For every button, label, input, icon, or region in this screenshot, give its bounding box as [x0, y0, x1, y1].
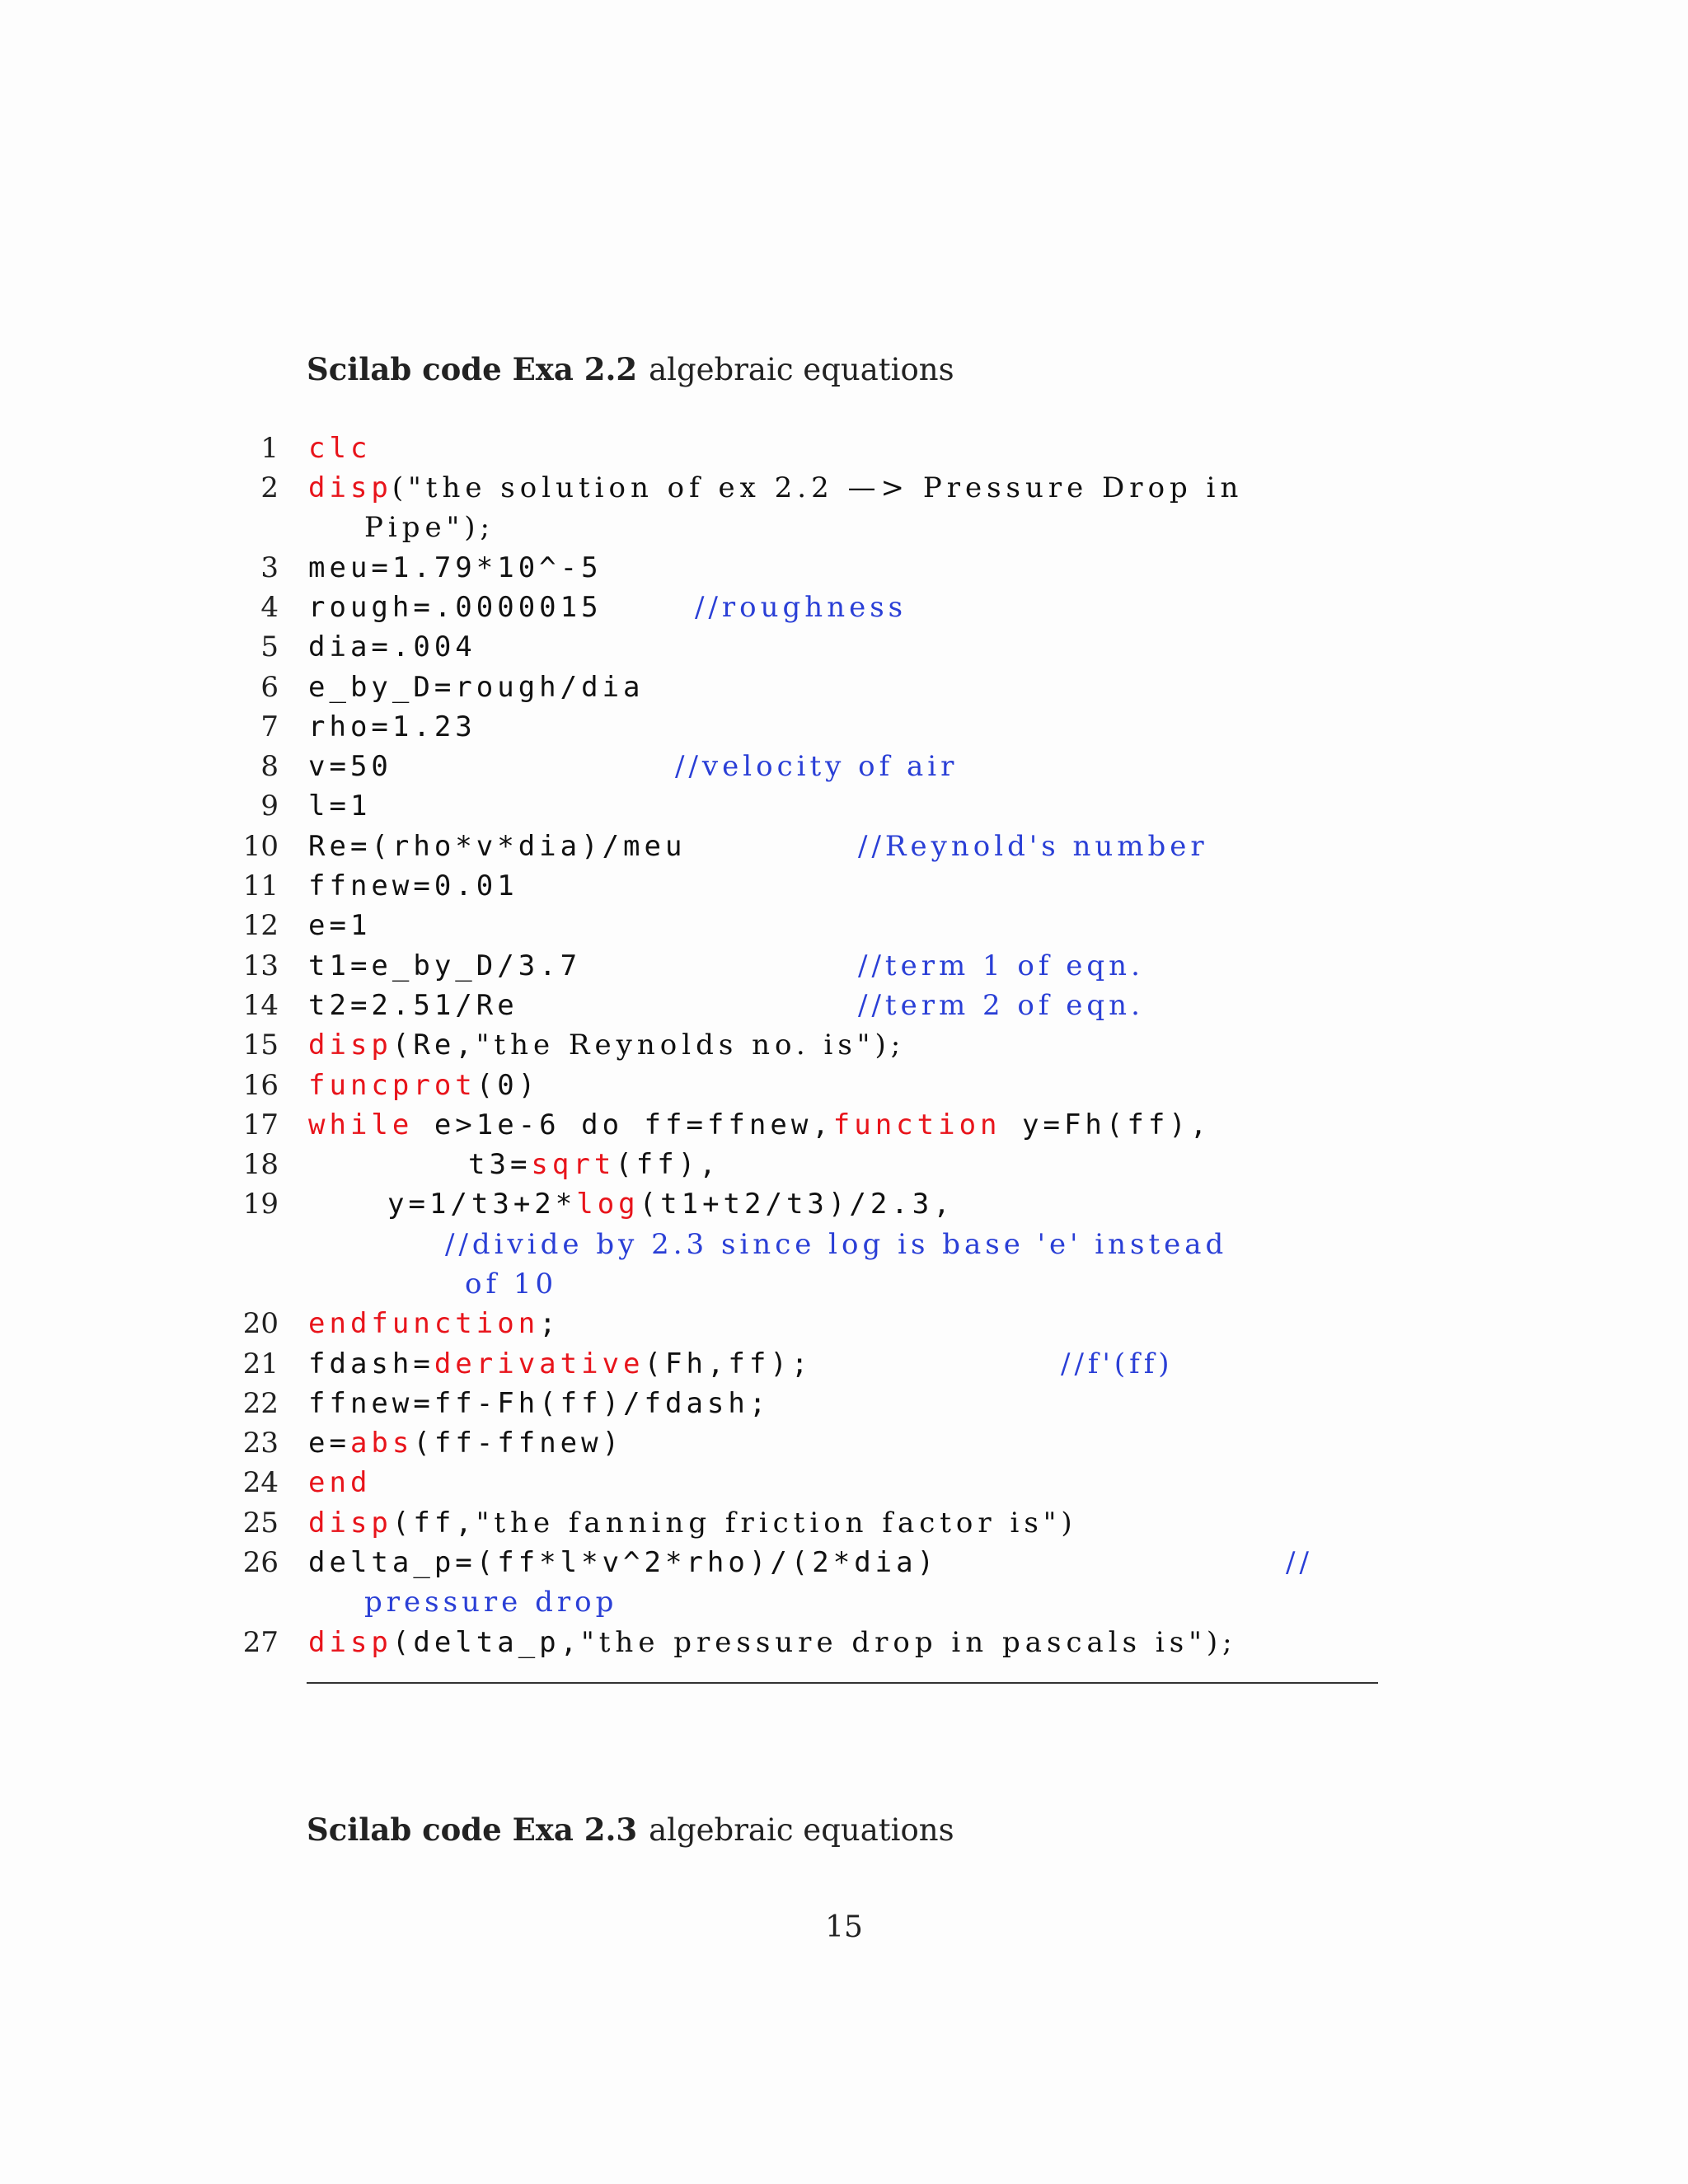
comment: //: [1286, 1546, 1313, 1579]
code-text: rough=.0000015: [308, 591, 603, 624]
comment: //Reynold's number: [858, 830, 1208, 863]
line-number: 7: [260, 710, 279, 743]
line-number: 18: [242, 1148, 279, 1181]
caption-description: algebraic equations: [649, 1812, 954, 1848]
code-comment: [858, 949, 1144, 982]
listing-caption: [307, 1811, 954, 1848]
code-line: [308, 989, 518, 1022]
line-number: 9: [260, 790, 279, 823]
keyword: abs: [349, 1427, 414, 1460]
code-comment: [1286, 1546, 1313, 1579]
code-line: [308, 432, 371, 465]
code-text: e_by_D=rough/dia: [308, 671, 645, 704]
string: ("the solution of ex 2.2 —> Pressure Drop in: [392, 471, 1244, 504]
string: "the pressure drop in pascals is");: [581, 1626, 1237, 1659]
comment: pressure drop: [364, 1586, 618, 1619]
keyword: while: [308, 1108, 414, 1141]
code-line: [308, 949, 581, 982]
keyword: disp: [308, 1507, 392, 1540]
code-text: (ff,: [392, 1507, 476, 1540]
code-text: rho=1.23: [308, 710, 476, 743]
code-text: t2=2.51/Re: [308, 989, 518, 1022]
line-number: 5: [260, 630, 279, 663]
code-text: (ff),: [615, 1148, 720, 1181]
code-line: [308, 1347, 812, 1380]
keyword: disp: [308, 1029, 392, 1062]
line-number: 20: [242, 1307, 279, 1340]
code-text: (t1+t2/t3)/2.3,: [639, 1188, 954, 1221]
code-text: l=1: [308, 790, 372, 823]
comment: //divide by 2.3 since log is base 'e' instead: [445, 1228, 1228, 1261]
code-line: [308, 1307, 560, 1340]
code-text: ffnew=0.01: [308, 869, 518, 902]
comment: //term 1 of eqn.: [858, 949, 1144, 982]
keyword: derivative: [434, 1347, 645, 1380]
line-number: 17: [242, 1108, 279, 1141]
line-number: 6: [260, 671, 279, 704]
code-text: ;: [539, 1307, 560, 1340]
code-text: e=1: [308, 909, 372, 942]
code-line: [308, 1546, 938, 1579]
line-number: 11: [242, 869, 279, 902]
listing-divider: [307, 1682, 1378, 1684]
code-line: [308, 591, 603, 624]
code-text: v=50: [308, 750, 392, 783]
keyword: clc: [308, 432, 372, 465]
code-line: [308, 1069, 539, 1102]
caption-description: algebraic equations: [649, 352, 954, 387]
code-comment: [675, 750, 958, 783]
code-comment: [858, 830, 1208, 863]
line-number: 3: [260, 551, 279, 584]
code-comment: [1061, 1347, 1174, 1380]
code-line: [308, 630, 476, 663]
keyword: log: [576, 1188, 640, 1221]
line-number: 22: [242, 1387, 279, 1420]
code-text: meu=1.79*10^-5: [308, 551, 603, 584]
code-text: ffnew=ff-Fh(ff)/fdash;: [308, 1387, 771, 1420]
caption-label: Scilab code Exa 2.3: [307, 1811, 638, 1848]
line-number: 13: [242, 949, 279, 982]
code-line-continuation: [364, 1586, 617, 1619]
code-line: [308, 909, 371, 942]
line-number: 16: [242, 1069, 279, 1102]
line-number: 1: [260, 432, 279, 465]
code-line: [308, 671, 645, 704]
line-number: 21: [242, 1347, 279, 1380]
code-comment: [858, 989, 1144, 1022]
code-text: e=: [308, 1427, 350, 1460]
line-number: 26: [242, 1546, 279, 1579]
code-text: e>1e-6 do ff=ffnew,: [413, 1108, 833, 1141]
code-line: [308, 710, 476, 743]
code-line: [308, 790, 371, 823]
code-line: [308, 1626, 1237, 1659]
line-number: 2: [260, 471, 279, 504]
code-line: [308, 551, 603, 584]
code-text: t3=: [468, 1148, 532, 1181]
line-number: 14: [242, 989, 279, 1022]
code-text: t1=e_by_D/3.7: [308, 949, 582, 982]
code-text: (Re,: [392, 1029, 476, 1062]
code-comment: [695, 591, 907, 624]
code-line: [308, 1029, 905, 1062]
code-text: Re=(rho*v*dia)/meu: [308, 830, 687, 863]
line-number: 24: [242, 1466, 279, 1499]
code-line: [308, 1387, 770, 1420]
code-text: (ff-ffnew): [413, 1427, 624, 1460]
code-text: (0): [476, 1069, 540, 1102]
line-number: 15: [242, 1029, 279, 1062]
line-number: 27: [242, 1626, 279, 1659]
string: Pipe");: [364, 511, 495, 544]
code-line: [308, 1108, 1211, 1141]
code-line-continuation: [364, 511, 495, 544]
code-line: [308, 1507, 1077, 1540]
code-line: [468, 1148, 720, 1181]
keyword: endfunction: [308, 1307, 540, 1340]
line-number: 23: [242, 1427, 279, 1460]
keyword: disp: [308, 1626, 392, 1659]
string: "the Reynolds no. is");: [476, 1029, 906, 1062]
code-line-continuation: [465, 1268, 557, 1301]
line-number: 10: [242, 830, 279, 863]
line-number: 19: [242, 1188, 279, 1221]
code-line: [308, 830, 686, 863]
code-text: dia=.004: [308, 630, 476, 663]
code-text: y=Fh(ff),: [1001, 1108, 1212, 1141]
code-text: y=1/t3+2*: [387, 1188, 577, 1221]
line-number: 4: [260, 591, 279, 624]
comment: //velocity of air: [675, 750, 959, 783]
keyword: sqrt: [531, 1148, 616, 1181]
keyword: disp: [308, 471, 392, 504]
code-text: delta_p=(ff*l*v^2*rho)/(2*dia): [308, 1546, 939, 1579]
code-line: [387, 1188, 954, 1221]
listing-caption: [307, 351, 954, 387]
keyword: function: [832, 1108, 1001, 1141]
code-line-continuation: [445, 1228, 1227, 1261]
code-text: (Fh,ff);: [644, 1347, 813, 1380]
keyword: end: [308, 1466, 372, 1499]
line-number: 25: [242, 1507, 279, 1540]
code-line: [308, 1427, 623, 1460]
page-number: 15: [825, 1910, 863, 1944]
code-line: [308, 1466, 371, 1499]
keyword: funcprot: [308, 1069, 476, 1102]
comment: of 10: [465, 1268, 558, 1301]
code-line: [308, 869, 518, 902]
code-text: (delta_p,: [392, 1626, 582, 1659]
comment: //roughness: [695, 591, 907, 624]
comment: //term 2 of eqn.: [858, 989, 1144, 1022]
comment: //f'(ff): [1061, 1347, 1174, 1380]
caption-label: Scilab code Exa 2.2: [307, 351, 638, 387]
string: "the fanning friction factor is"): [476, 1507, 1077, 1540]
code-text: fdash=: [308, 1347, 434, 1380]
code-line: [308, 471, 1243, 504]
line-number: 8: [260, 750, 279, 783]
line-number: 12: [242, 909, 279, 942]
code-line: [308, 750, 392, 783]
